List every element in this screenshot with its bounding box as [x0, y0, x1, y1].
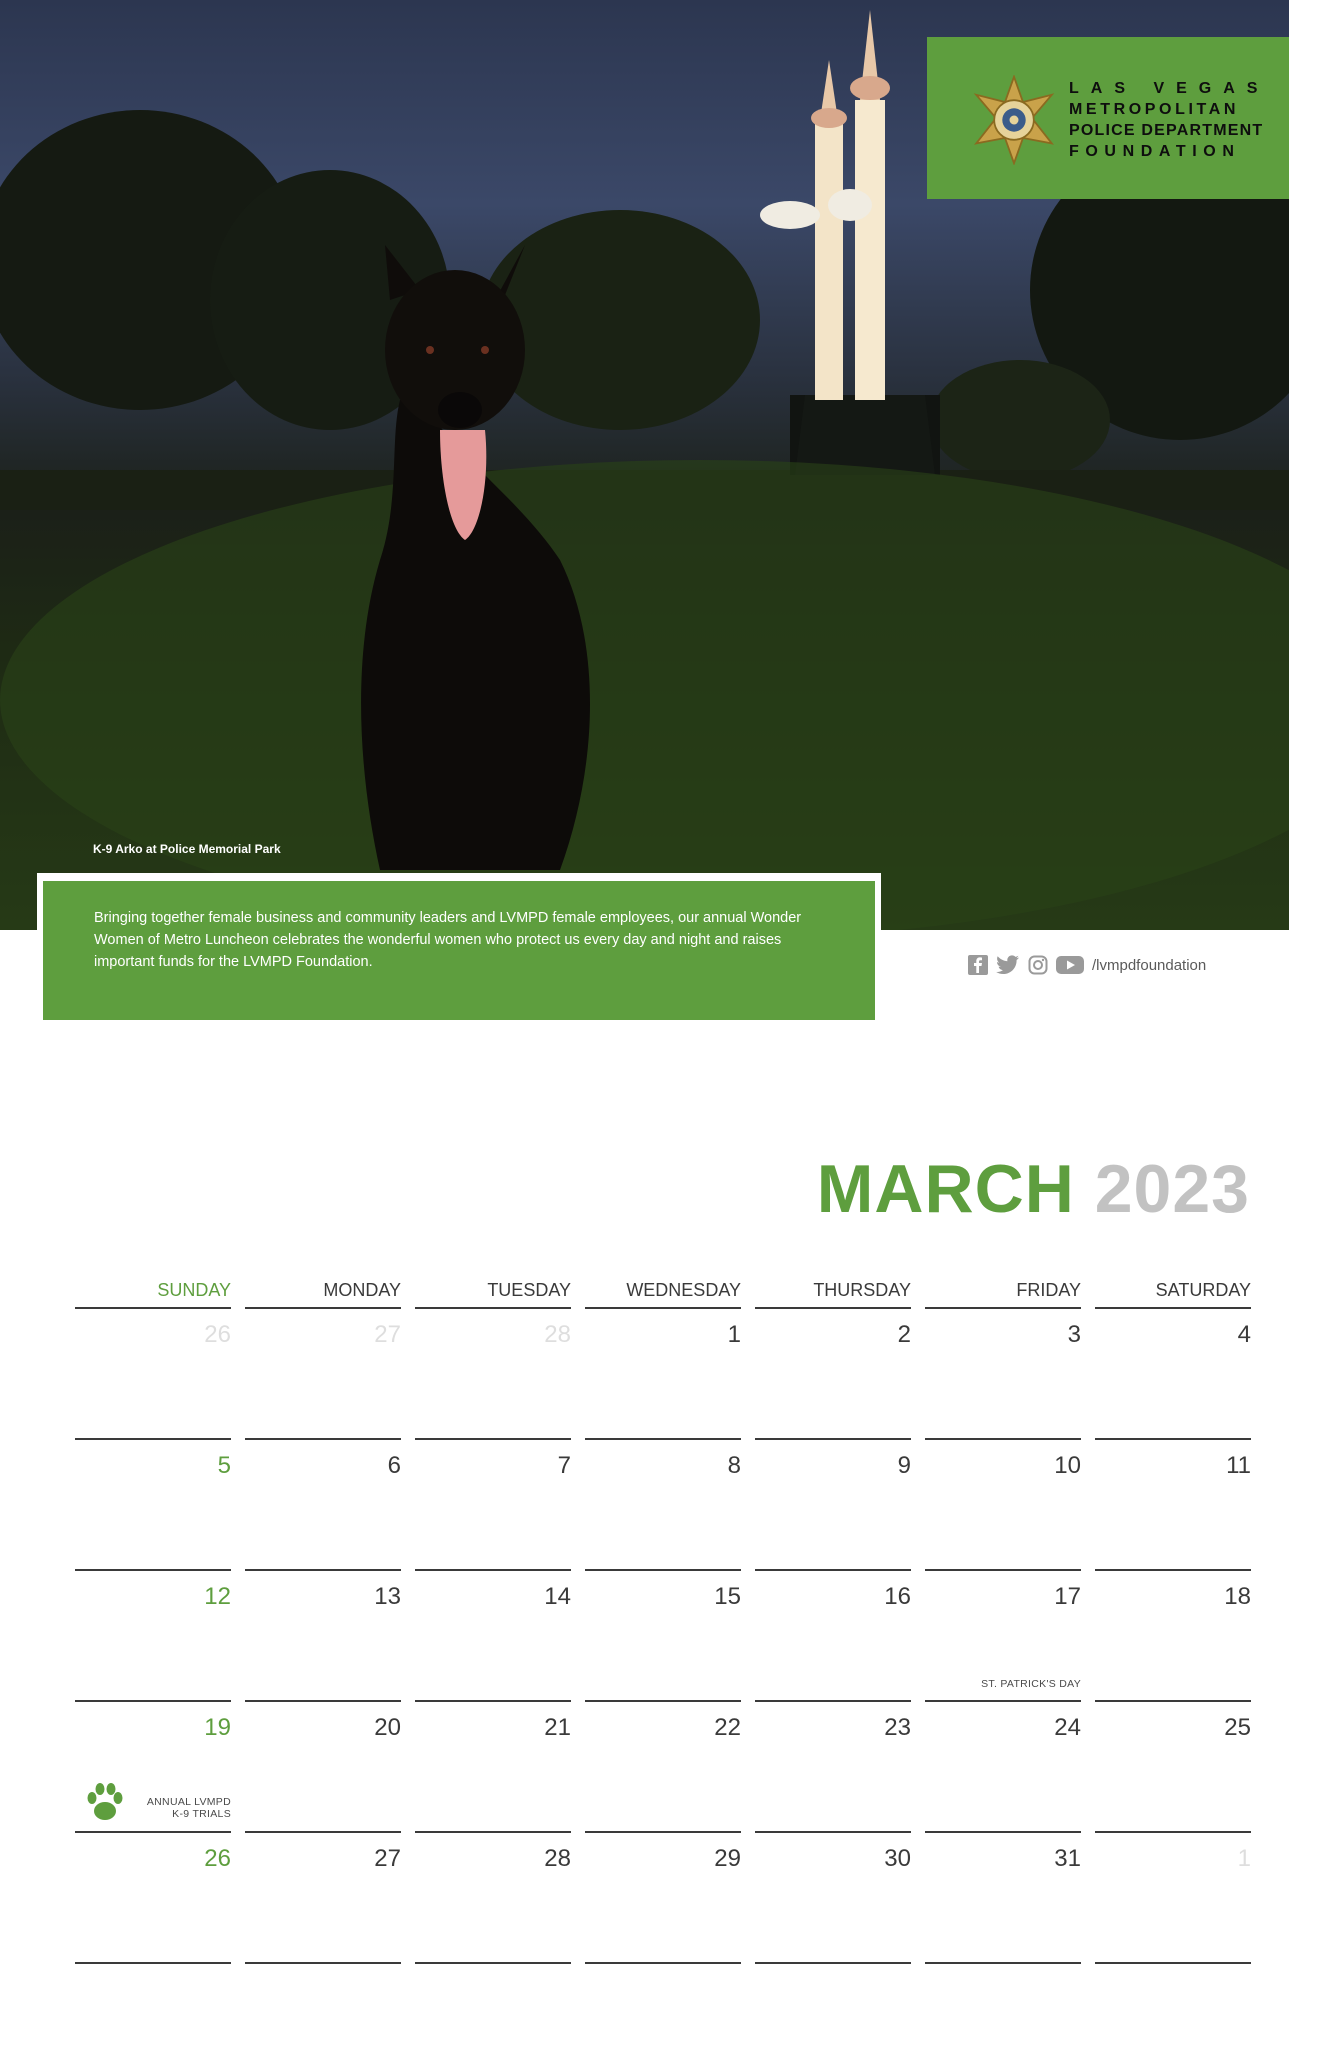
day-cell [585, 1309, 741, 1440]
day-number: 19 [204, 1714, 231, 1741]
day-header-tuesday: TUESDAY [415, 1280, 571, 1309]
day-cell [75, 1309, 231, 1440]
day-number: 26 [204, 1845, 231, 1872]
police-star-badge-icon [969, 75, 1059, 165]
day-header-monday: MONDAY [245, 1280, 401, 1309]
day-cell [75, 1440, 231, 1571]
day-number: 4 [1237, 1321, 1251, 1348]
day-cell [415, 1571, 571, 1702]
day-cell [585, 1833, 741, 1964]
logo-line-2: METROPOLITAN [1069, 101, 1240, 118]
day-cell [755, 1702, 911, 1833]
day-number: 18 [1224, 1583, 1251, 1610]
day-number: 16 [884, 1583, 911, 1610]
day-number: 9 [897, 1452, 911, 1479]
foundation-logo [927, 37, 1289, 199]
day-number: 31 [1054, 1845, 1081, 1872]
calendar-week [75, 1833, 1250, 1964]
day-number: 23 [884, 1714, 911, 1741]
day-number: 25 [1224, 1714, 1251, 1741]
calendar-week [75, 1440, 1250, 1571]
day-number: 17 [1054, 1583, 1081, 1610]
day-cell [245, 1702, 401, 1833]
day-cell [415, 1833, 571, 1964]
day-cell [245, 1833, 401, 1964]
day-number: 14 [544, 1583, 571, 1610]
day-number: 29 [714, 1845, 741, 1872]
event-st-patricks-day: ST. PATRICK'S DAY [981, 1678, 1081, 1690]
day-number: 28 [544, 1845, 571, 1872]
day-cell [1095, 1440, 1251, 1571]
calendar-week [75, 1702, 1250, 1833]
day-cell [1095, 1309, 1251, 1440]
logo-text [1069, 78, 1269, 162]
social-handle[interactable]: /lvmpdfoundation [1092, 956, 1207, 974]
day-cell [245, 1440, 401, 1571]
event-k9-line-2: K-9 TRIALS [172, 1808, 231, 1820]
day-cell [75, 1702, 231, 1833]
logo-line-4: FOUNDATION [1069, 143, 1241, 160]
year: 2023 [1094, 1151, 1250, 1227]
day-number: 24 [1054, 1714, 1081, 1741]
youtube-icon[interactable] [1056, 955, 1084, 975]
day-number: 20 [374, 1714, 401, 1741]
day-cell [1095, 1702, 1251, 1833]
day-cell [925, 1833, 1081, 1964]
day-cell [755, 1571, 911, 1702]
day-number: 5 [217, 1452, 231, 1479]
day-number: 26 [204, 1321, 231, 1348]
calendar-week [75, 1309, 1250, 1440]
day-number: 6 [387, 1452, 401, 1479]
day-cell [755, 1309, 911, 1440]
logo-line-1: LAS VEGAS [1069, 80, 1270, 97]
month-name: MARCH [816, 1151, 1075, 1227]
day-header-sunday: SUNDAY [75, 1280, 231, 1309]
photo-caption: K-9 Arko at Police Memorial Park [93, 842, 281, 856]
day-number: 7 [557, 1452, 571, 1479]
day-cell [1095, 1571, 1251, 1702]
day-number: 21 [544, 1714, 571, 1741]
day-number: 22 [714, 1714, 741, 1741]
day-header-wednesday: WEDNESDAY [585, 1280, 741, 1309]
day-number: 13 [374, 1583, 401, 1610]
day-number: 27 [374, 1845, 401, 1872]
info-panel [43, 881, 875, 1020]
day-number: 27 [374, 1321, 401, 1348]
day-cell [585, 1440, 741, 1571]
day-cell [415, 1702, 571, 1833]
day-number: 15 [714, 1583, 741, 1610]
event-k9-line-1: ANNUAL LVMPD [146, 1796, 231, 1808]
day-number: 12 [204, 1583, 231, 1610]
day-cell [1095, 1833, 1251, 1964]
instagram-icon[interactable] [1028, 955, 1048, 975]
day-cell [925, 1702, 1081, 1833]
calendar-week [75, 1571, 1250, 1702]
day-cell [925, 1571, 1081, 1702]
day-cell [75, 1833, 231, 1964]
social-links [968, 953, 1206, 977]
twitter-icon[interactable] [996, 955, 1020, 975]
day-number: 1 [1237, 1845, 1251, 1872]
day-cell [585, 1571, 741, 1702]
day-cell [415, 1309, 571, 1440]
day-cell [245, 1309, 401, 1440]
day-cell [585, 1702, 741, 1833]
day-cell [245, 1571, 401, 1702]
day-headers [75, 1280, 1250, 1309]
day-cell [755, 1833, 911, 1964]
day-header-saturday: SATURDAY [1095, 1280, 1251, 1309]
day-number: 8 [727, 1452, 741, 1479]
day-number: 11 [1226, 1452, 1251, 1479]
day-cell [75, 1571, 231, 1702]
day-number: 1 [727, 1321, 741, 1348]
facebook-icon[interactable] [968, 955, 988, 975]
info-text: Bringing together female business and community leaders and LVMPD female employees, our annual Wonder Women of Metro Luncheon celebrates the wonderful women who protect us every day and night and raises important funds for the LVMPD Foundation. [94, 910, 802, 970]
info-box [37, 873, 881, 1027]
day-cell [755, 1440, 911, 1571]
day-header-friday: FRIDAY [925, 1280, 1081, 1309]
day-cell [925, 1440, 1081, 1571]
day-number: 28 [544, 1321, 571, 1348]
day-header-thursday: THURSDAY [755, 1280, 911, 1309]
day-number: 2 [897, 1321, 911, 1348]
event-k9-trials [75, 1796, 231, 1820]
day-number: 10 [1054, 1452, 1081, 1479]
day-cell [415, 1440, 571, 1571]
day-number: 30 [884, 1845, 911, 1872]
day-number: 3 [1067, 1321, 1081, 1348]
day-cell [925, 1309, 1081, 1440]
calendar-title [817, 1150, 1250, 1228]
logo-line-3: POLICE DEPARTMENT [1069, 122, 1264, 139]
calendar-grid [75, 1280, 1250, 1964]
